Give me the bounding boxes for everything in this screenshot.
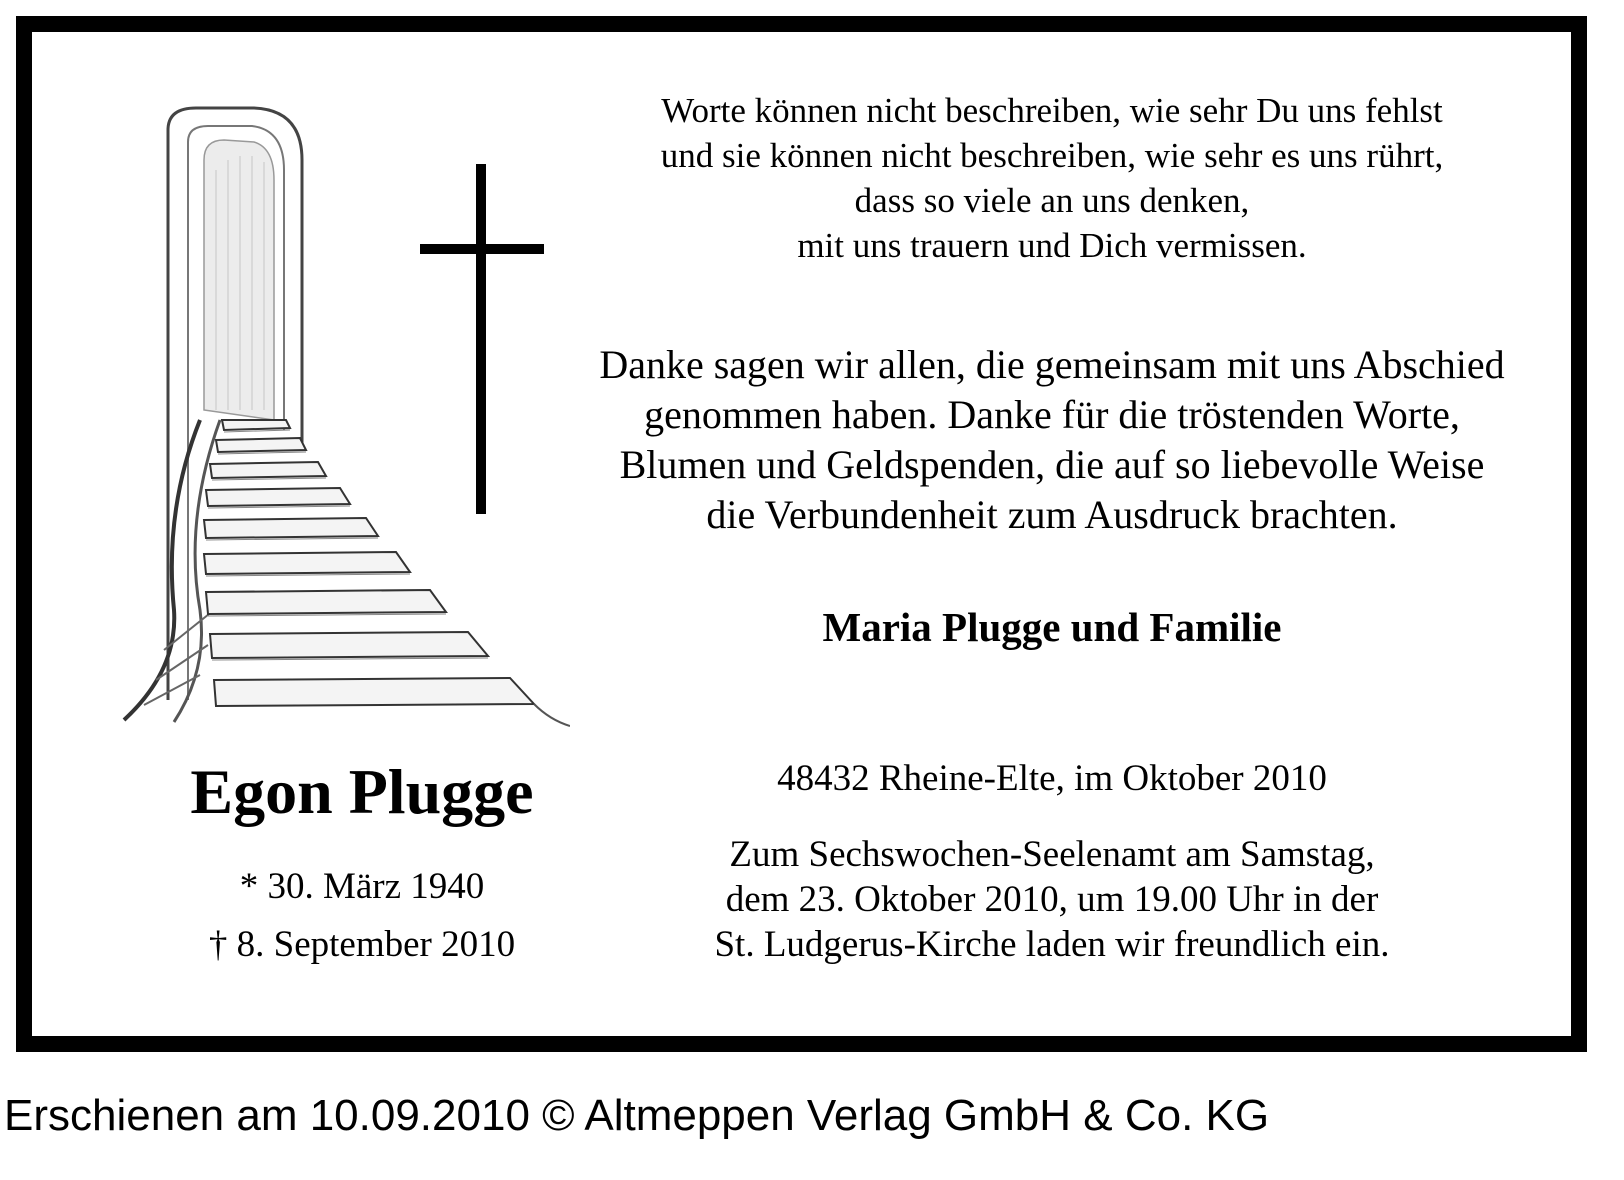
- thanks-line: Blumen und Geldspenden, die auf so liebevolle Weise: [619, 442, 1485, 487]
- mass-line: dem 23. Oktober 2010, um 19.00 Uhr in der: [725, 879, 1379, 920]
- verse: [552, 88, 1552, 268]
- thanks-line: Danke sagen wir allen, die gemeinsam mit uns Abschied: [599, 342, 1505, 387]
- verse-line: dass so viele an uns denken,: [854, 181, 1250, 220]
- mass-line: St. Ludgerus-Kirche laden wir freundlich ein.: [714, 924, 1390, 965]
- thanks-line: die Verbundenheit zum Ausdruck brachten.: [706, 492, 1398, 537]
- thanks-line: genommen haben. Danke für die tröstenden Worte,: [644, 392, 1460, 437]
- cross-icon: [420, 164, 544, 514]
- publication-footer: Erschienen am 10.09.2010 © Altmeppen Verlag GmbH & Co. KG: [4, 1091, 1270, 1140]
- verse-line: und sie können nicht beschreiben, wie sehr es uns rührt,: [660, 136, 1444, 175]
- verse-line: Worte können nicht beschreiben, wie sehr Du uns fehlst: [661, 91, 1443, 130]
- birth-date: * 30. März 1940: [239, 866, 485, 907]
- verse-line: mit uns trauern und Dich vermissen.: [797, 226, 1307, 265]
- obituary-notice: [16, 16, 1587, 1052]
- thanks-text: [532, 340, 1572, 540]
- memorial-mass-text: [552, 832, 1552, 967]
- place-date: 48432 Rheine-Elte, im Oktober 2010: [777, 758, 1327, 799]
- death-date: † 8. September 2010: [208, 924, 516, 965]
- family-signature: Maria Plugge und Familie: [822, 604, 1282, 650]
- mass-line: Zum Sechswochen-Seelenamt am Samstag,: [729, 834, 1375, 875]
- deceased-name: Egon Plugge: [190, 756, 534, 827]
